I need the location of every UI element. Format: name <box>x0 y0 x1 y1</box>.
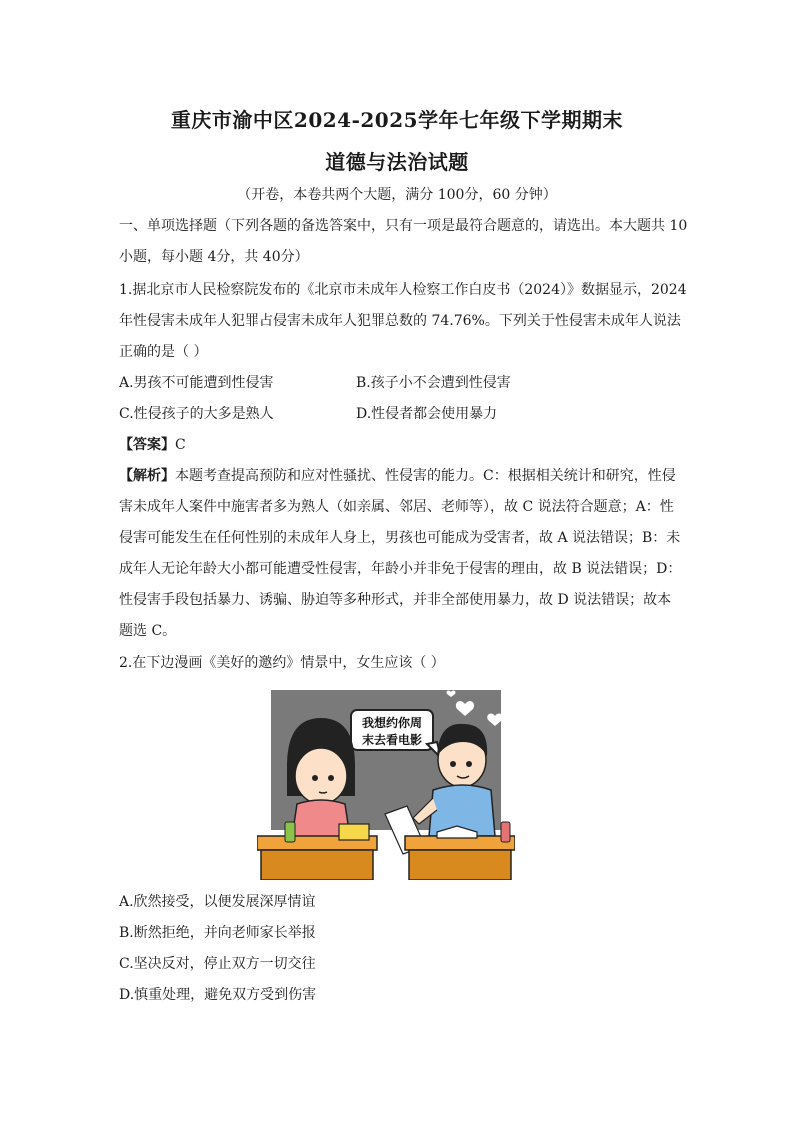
question-2-stem <box>119 648 679 679</box>
section-1-intro <box>119 211 688 273</box>
exam-title: 重庆市渝中区2024-2025学年七年级下学期期末 <box>170 108 624 132</box>
question-stem-line: 1.据北京市人民检察院发布的《北京市未成年人检察工作白皮书（2024）》数据显示，2024 <box>119 282 687 298</box>
options-row <box>119 368 679 399</box>
exam-instructions: （开卷，本卷共两个大题，满分 100分，60 分钟） <box>237 187 557 203</box>
option-b: B.孩子小不会遭到性侵害 <box>356 375 511 391</box>
option-b: B.断然拒绝，并向老师家长举报 <box>119 925 316 941</box>
analysis-line: 性侵害手段包括暴力、诱骗、胁迫等多种形式，并非全部使用暴力，故 D 说法错误；故本 <box>119 592 672 608</box>
section-intro-line: 一、单项选择题（下列各题的备选答案中，只有一项是最符合题意的，请选出。本大题共 10 <box>119 218 688 234</box>
options-row <box>119 399 679 430</box>
analysis-line: 成年人无论年龄大小都可能遭受性侵害，年龄小并非免于侵害的理由，故 B 说法错误；D： <box>119 561 682 577</box>
question-2-options <box>119 887 679 1011</box>
analysis-line: 题选 C。 <box>119 623 177 639</box>
option-a: A.男孩不可能遭到性侵害 <box>119 375 274 391</box>
option-a: A.欣然接受，以便发展深厚情谊 <box>119 894 316 910</box>
cartoon-illustration <box>257 686 515 880</box>
section-intro-line: 小题，每小题 4分，共 40分） <box>119 249 309 265</box>
question-1 <box>119 275 687 647</box>
question-stem-line: 正确的是（ ） <box>119 344 208 360</box>
exam-subject-title: 道德与法治试题 <box>325 150 469 174</box>
option-c: C.坚决反对，停止双方一切交往 <box>119 956 316 972</box>
speech-bubble-line2: 末去看电影 <box>361 733 423 747</box>
analysis-line: 侵害可能发生在任何性别的未成年人身上，男孩也可能成为受害者，故 A 说法错误；B：未 <box>119 530 681 546</box>
option-c: C.性侵孩子的大多是熟人 <box>119 406 274 422</box>
answer-line <box>119 430 679 461</box>
question-stem-line: 2.在下边漫画《美好的邀约》情景中，女生应该（ ） <box>119 655 445 671</box>
answer-tag: 【答案】 <box>119 437 175 453</box>
answer-value: C <box>175 437 186 453</box>
analysis-line: 害未成年人案件中施害者多为熟人（如亲属、邻居、老师等），故 C 说法符合题意；A：性 <box>119 499 674 515</box>
option-d: D.性侵者都会使用暴力 <box>356 406 498 422</box>
analysis-line <box>119 461 679 492</box>
question-stem-line: 年性侵害未成年人犯罪占侵害未成年人犯罪总数的 74.76%。下列关于性侵害未成年人说法 <box>119 313 681 329</box>
analysis-text: 本题考查提高预防和应对性骚扰、性侵害的能力。C：根据相关统计和研究，性侵 <box>175 468 676 484</box>
speech-bubble-line1: 我想约你周 <box>361 716 423 730</box>
analysis-tag: 【解析】 <box>119 468 175 484</box>
option-d: D.慎重处理，避免双方受到伤害 <box>119 987 317 1003</box>
